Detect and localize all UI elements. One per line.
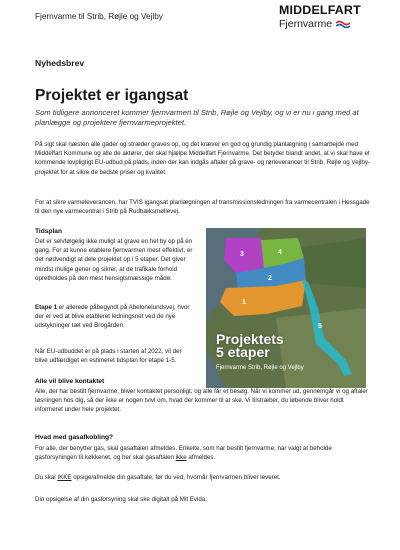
gas-ikke-emphasis: ikke [175,454,187,462]
map-title: Projektets 5 etaper [216,331,284,360]
tidsplan-paragraph: Det er selvfølgelig ikke muligt at grave en hel by op på én gang. For at kunne etablere fjernvarmen mest effektivt, er det nødvendigt at dele projektet op i 5 etaper. Det giver mindst mulige gener og sikrer, at de trafikale forhold opretholdes på den mest hensigtsmæssige måde. [35,238,193,282]
gas-paragraph: For alle, der benytter gas, skal gasaftalen afmeldes. Enkelte, som har bestilt fjernvarme, har valgt at beholde gasforsyningen til køkkenet, og her skal gasaftalen ikke afmeldes. [35,445,332,462]
middelfart-fjernvarme-logo [279,4,369,36]
mit-evida-paragraph: Din opsigelse af din gasforsyning skal ske digitalt på Mit Evida. [35,496,207,503]
map-graphic [206,228,366,388]
gas-warning-paragraph: Du skal IKKE opsige/afmelde din gasaftale, før du ved, hvornår fjernvarmen bliver leveret. [35,474,281,481]
stage-label-5: 5 [318,323,322,330]
stage-label-3: 3 [240,251,244,258]
project-stages-map [206,228,366,388]
tidsplan-heading: Tidsplan [35,228,62,235]
eu-udbud-paragraph: Når EU-udbuddet er på plads i starten af 2022, vil der blive udfærdiget en estimeret tidsplan for etape 1-5. [35,348,182,365]
page-title: Projektet er igangsat [35,87,189,104]
intro-paragraph: På sigt skal næsten alle gader og stræder graves op, og det kræver en god og grundig planlægning i samarbejde med Middelfart Kommune og alle de aktører, der skal hjælpe Middelfart Fjernvarme. Det betyder blandt andet, at vi skal have et kommende lovpligtigt EU-udbud på plads, inden der kan indgås aftaler på grave- og rørleverancer til Strib, Røjle og Vejlby-projektet for at sikre de bedste priser og kvalitet. [35,141,370,176]
logo-wave-icon [336,20,350,28]
etape1-text: er allerede påbegyndt på Abelonelundsvej, hvor der er ved at blive etableret ledningsnet ved de nye udstykninger tæt ved Brogården. [35,304,190,330]
stage-label-4: 4 [278,249,282,256]
supply-paragraph: For at sikre varmeleverancen, har TVIS igangsat planlægningen af transmissionsledningen fra varmecentralen i Hessgade til den nye varmecentral i Strib på Rudbæksmøllevej. [35,199,370,216]
logo-wordmark-bottom: Fjernvarme [279,18,333,30]
map-subtitle: Fjernvarme Strib, Røjle og Vejlby [216,365,304,371]
gas-warning-ikke: IKKE [57,474,72,481]
newsletter-label: Nyhedsbrev [35,58,85,68]
lead-paragraph: Som tidligere annonceret kommer fjernvarmen til Strib, Røjle og Vejlby, og vi er nu i gang med at planlægge og projektere fjernvarmeprojektet. [35,108,359,127]
header-project-name: Fjernvarme til Strib, Røjle og Vejlby [35,12,163,21]
logo-wordmark-top: MIDDELFART [279,3,361,17]
kontakt-heading: Alle vil blive kontaktet [35,378,105,385]
etape1-paragraph [35,303,195,331]
stage-label-1: 1 [242,299,246,306]
gas-heading: Hvad med gasafkobling? [35,434,114,441]
kontakt-paragraph: Alle, der har bestilt fjernvarme, bliver kontaktet personligt, og alle får et besøg. Når vi kommer ud, gennemgår vi og aftaler løsningen hos dig, så der ikke er nogen tvivl om, hvad der kommer til at ske. Vi tilstræber, du løbende bliver holdt informeret under hele projektet. [35,388,368,414]
etape1-label: Etape 1 [35,304,58,311]
stage-label-2: 2 [268,275,272,282]
